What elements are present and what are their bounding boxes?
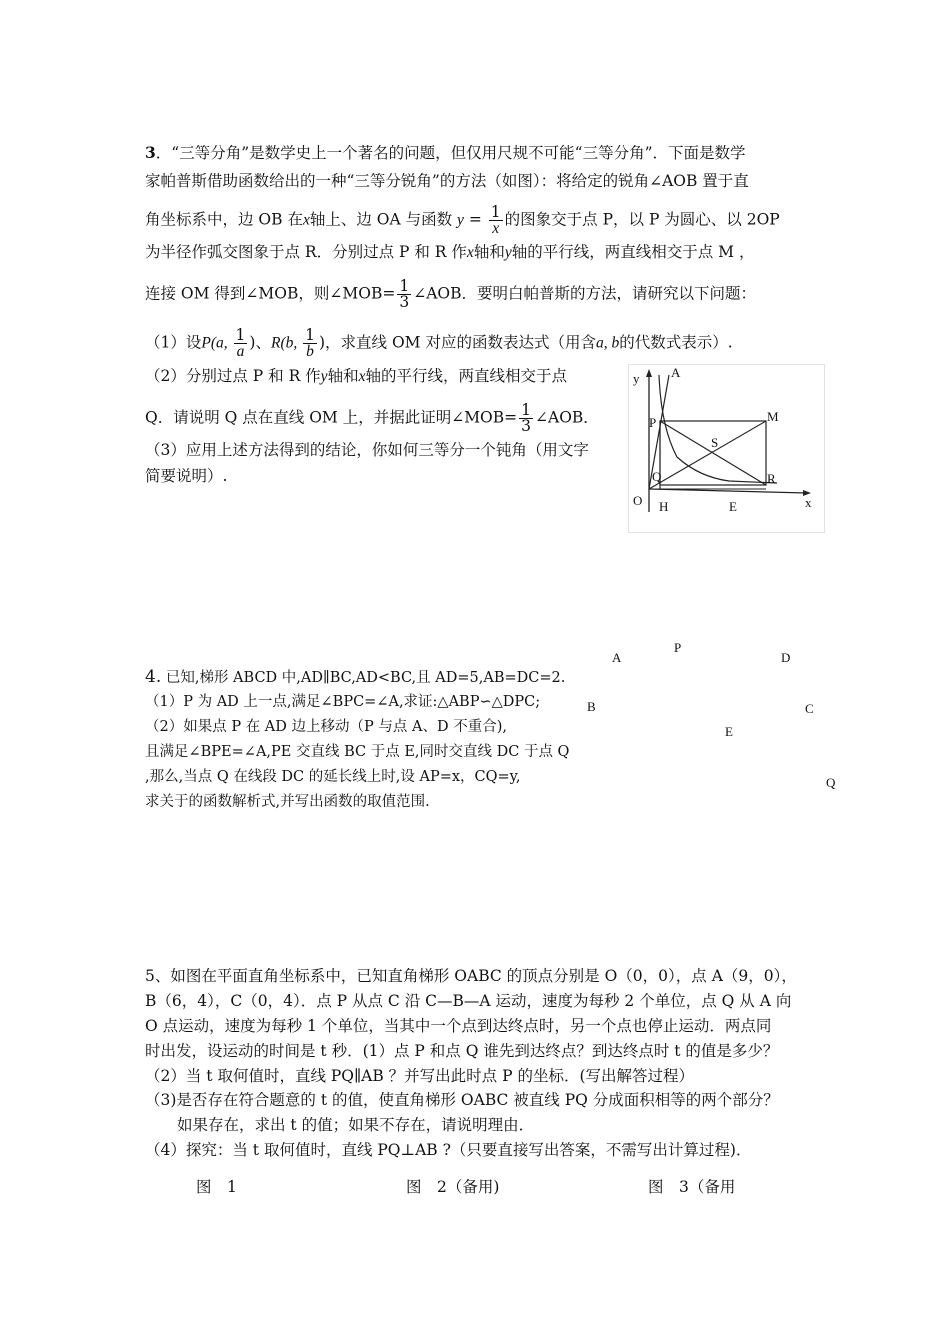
p5-line-1: 5、如图在平面直角坐标系中，已知直角梯形 OABC 的顶点分别是 O（0，0），点 A（9，0）， xyxy=(145,967,797,985)
p5-line-7: 如果存在，求出 t 的值；如果不存在，请说明理由． xyxy=(177,1116,535,1134)
p3-line-1: 3．“三等分角”是数学史上一个著名的问题，但仅用尺规不可能“三等分角”．下面是数学 xyxy=(145,143,746,162)
p4-line-6: 求关于的函数解析式,并写出函数的取值范围. xyxy=(145,794,430,810)
fig3-label-E: E xyxy=(729,499,737,514)
p3-line-4: 为半径作弧交图象于点 R．分别过点 P 和 R 作x轴和y轴的平行线，两直线相交于点 M ， xyxy=(145,243,755,261)
fig3-label-S: S xyxy=(711,435,719,450)
fig4-label-D: D xyxy=(781,650,791,665)
p5-line-4: 时出发，设运动的时间是 t 秒．(1）点 P 和点 Q 谁先到达终点？到达终点时 t 的值是多少？ xyxy=(145,1042,779,1060)
fig3-label-R: R xyxy=(767,471,776,486)
problem-number-4: 4. xyxy=(145,667,162,687)
p3-question-3-line-2: 简要说明）. xyxy=(145,467,228,485)
p4-line-2: （1）P 为 AD 上一点,满足∠BPC=∠A,求证:△ABP∽△DPC; xyxy=(145,694,541,710)
p5-line-5: （2）当 t 取何值时，直线 PQ∥AB ？并写出此时点 P 的坐标．(写出解答过程） xyxy=(145,1067,695,1085)
fig4-label-A: A xyxy=(612,650,622,665)
p5-line-8: （4）探究：当 t 取何值时，直线 PQ⊥AB ?（只要直接写出答案，不需写出计算过程)． xyxy=(145,1141,752,1159)
p5-line-6: （3)是否存在符合题意的 t 的值，使直角梯形 OABC 被直线 PQ 分成面积相等的两个部分？ xyxy=(145,1091,779,1109)
p4-line-3: （2）如果点 P 在 AD 边上移动（P 与点 A、D 不重合), xyxy=(145,719,507,735)
fig3-label-H: H xyxy=(659,499,669,514)
p3-line-3: 角坐标系中，边 OB 在x轴上、边 OA 与函数 y = $\frac{1}{x}$ 的图象交于点 P，以 P 为圆心、以 2OP xyxy=(145,203,780,237)
p3-question-2-line-2: Q．请说明 Q 点在直线 OM 上，并据此证明∠MOB= $\frac{1}{3}$ ∠AOB． xyxy=(145,401,599,435)
caption-figure-2: 图 2（备用) xyxy=(406,1178,500,1196)
fig4-label-C: C xyxy=(805,701,814,716)
p3-question-2-line-1: （2）分别过点 P 和 R 作y轴和x轴的平行线，两直线相交于点 xyxy=(145,367,567,385)
fraction-1-over-x: $\frac{1}{x}$ xyxy=(490,203,501,237)
fig3-label-A: A xyxy=(671,365,681,380)
fig4-label-P: P xyxy=(674,640,682,655)
p3-line-2: 家帕普斯借助函数给出的一种“三等分锐角”的方法（如图）：将给定的锐角∠AOB 置于直 xyxy=(145,172,749,190)
fig3-label-Q: Q xyxy=(652,469,662,484)
fig4-label-Q: Q xyxy=(826,775,836,790)
pappus-diagram xyxy=(628,364,825,533)
problem-number-3: 3 xyxy=(145,143,156,162)
hyperbola-curve xyxy=(659,375,777,483)
fig3-label-x: x xyxy=(805,495,812,510)
fraction-1-over-3: $\frac{1}{3}$ xyxy=(399,277,410,311)
fig3-label-P: P xyxy=(649,415,657,430)
fig3-label-M: M xyxy=(767,409,779,424)
p4-line-5: ,那么,当点 Q 在线段 DC 的延长线上时,设 AP=x，CQ=y, xyxy=(145,769,521,785)
fig3-label-y: y xyxy=(633,371,640,386)
p3-question-3-line-1: （3）应用上述方法得到的结论，你如何三等分一个钝角（用文字 xyxy=(145,441,589,459)
p3-question-1: （1）设P(a, $\frac{1}{a}$ )、R(b, $\frac{1}{b}$ )，求直线 OM 对应的函数表达式（用含a, b的代数式表示）. xyxy=(145,326,733,360)
p5-line-3: O 点运动，速度为每秒 1 个单位，当其中一个点到达终点时，另一个点也停止运动．两点同 xyxy=(145,1017,772,1035)
p4-line-4: 且满足∠BPE=∠A,PE 交直线 BC 于点 E,同时交直线 DC 于点 Q xyxy=(145,744,570,760)
caption-figure-3: 图 3（备用 xyxy=(648,1178,736,1196)
p4-line-1: 4. 已知,梯形 ABCD 中,AD∥BC,AD<BC,且 AD=5,AB=DC=2. xyxy=(145,667,566,687)
y-axis-arrow xyxy=(646,369,652,377)
p5-line-2: B（6，4），C（0，4）．点 P 从点 C 沿 C—B—A 运动，速度为每秒 2 个单位，点 Q 从 A 向 xyxy=(145,992,792,1010)
fig4-label-B: B xyxy=(587,699,596,714)
fig4-label-E: E xyxy=(725,724,733,739)
caption-figure-1: 图 1 xyxy=(196,1178,237,1196)
x-axis xyxy=(649,489,807,493)
fig3-label-O: O xyxy=(633,493,643,508)
p3-line-5: 连接 OM 得到∠MOB，则∠MOB= $\frac{1}{3}$ ∠AOB．要明白帕普斯的方法，请研究以下问题： xyxy=(145,277,756,311)
